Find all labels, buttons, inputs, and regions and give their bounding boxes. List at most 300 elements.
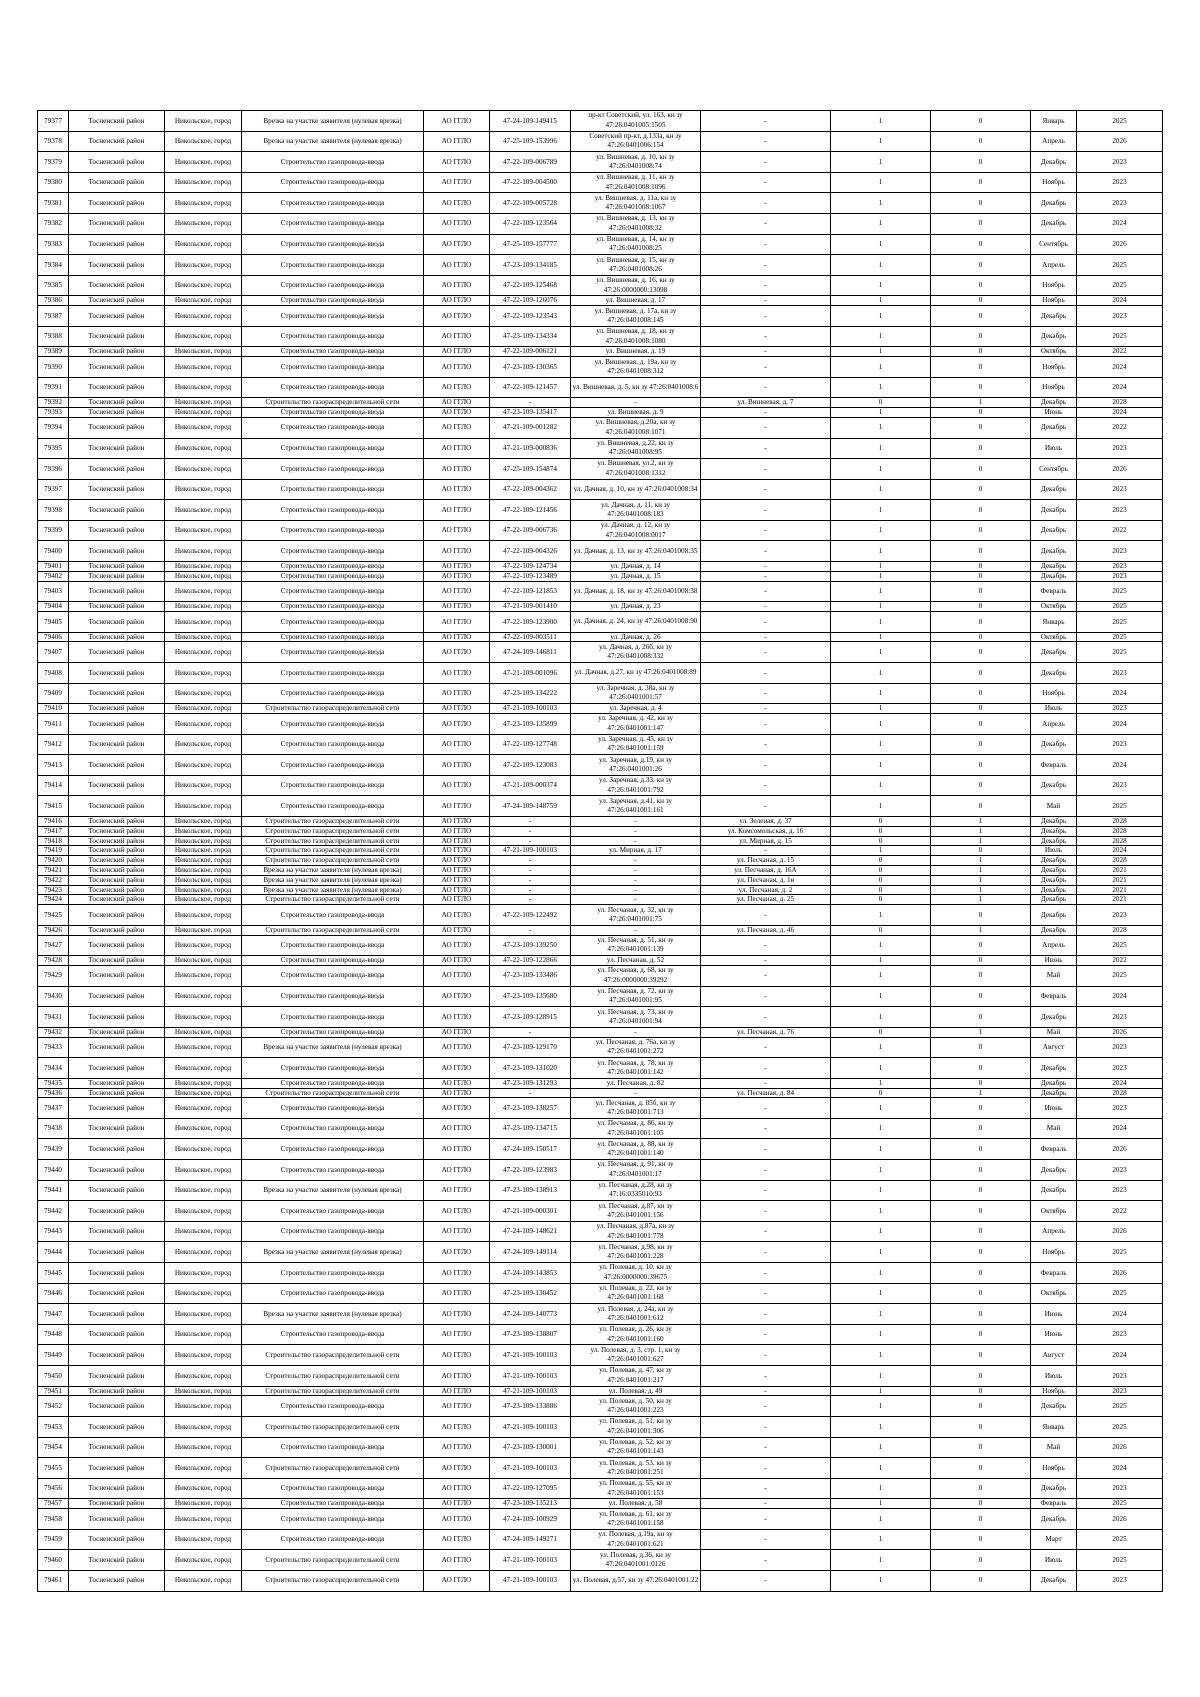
- cell-object-address: ул. Мирная, д. 15: [701, 836, 831, 846]
- cell-district: Тосненский район: [69, 612, 165, 633]
- cell-year: 2025: [1077, 1550, 1163, 1571]
- cell-count-b: 0: [931, 500, 1031, 521]
- cell-year: 2024: [1077, 357, 1163, 378]
- cell-organization: АО ГГЛО: [424, 520, 490, 541]
- cell-year: 2025: [1077, 965, 1163, 986]
- cell-number: 79379: [38, 152, 69, 173]
- cell-count-a: 1: [831, 1201, 931, 1222]
- cell-object-address: -: [701, 1058, 831, 1079]
- cell-count-a: 0: [831, 856, 931, 866]
- cell-year: 2024: [1077, 714, 1163, 735]
- cell-number: 79458: [38, 1509, 69, 1530]
- cell-count-a: 1: [831, 1160, 931, 1181]
- cell-work-type: Врезка на участке заявителя (нулевая врезка): [242, 1304, 424, 1325]
- cell-district: Тосненский район: [69, 131, 165, 152]
- cell-application-id: 47-24-109-146811: [490, 642, 571, 663]
- table-row: [38, 111, 1163, 132]
- cell-month: Июль: [1031, 438, 1077, 459]
- cell-application-id: -: [490, 875, 571, 885]
- cell-year: 2028: [1077, 1088, 1163, 1098]
- cell-number: 79420: [38, 856, 69, 866]
- cell-count-a: 1: [831, 500, 931, 521]
- cell-month: Июль: [1031, 1550, 1077, 1571]
- cell-settlement: Никольское, город: [165, 1417, 242, 1438]
- cell-count-b: 0: [931, 377, 1031, 398]
- cell-object-address: ул. Песчаная, д. 2: [701, 885, 831, 895]
- cell-district: Тосненский район: [69, 377, 165, 398]
- cell-address: ул. Полевая, д. 47, кн зу 47:26:0401001:217: [571, 1366, 701, 1387]
- cell-object-address: -: [701, 755, 831, 776]
- cell-settlement: Никольское, город: [165, 357, 242, 378]
- cell-count-a: 1: [831, 152, 931, 173]
- cell-organization: АО ГГЛО: [424, 1088, 490, 1098]
- cell-organization: АО ГГЛО: [424, 172, 490, 193]
- cell-settlement: Никольское, город: [165, 417, 242, 438]
- cell-year: 2023: [1077, 1180, 1163, 1201]
- cell-work-type: Строительство газопровода-ввода: [242, 417, 424, 438]
- cell-work-type: Врезка на участке заявителя (нулевая врезка): [242, 885, 424, 895]
- cell-month: Июнь: [1031, 956, 1077, 966]
- cell-count-a: 1: [831, 935, 931, 956]
- cell-application-id: 47-23-109-138913: [490, 1180, 571, 1201]
- cell-address: ул. Песчаная, д. 32, кн зу 47:26:0401001:75: [571, 905, 701, 926]
- cell-count-a: 1: [831, 1396, 931, 1417]
- cell-count-b: 0: [931, 796, 1031, 817]
- cell-address: ул. Заречная, д.41, кн зу 47:26:0401001:161: [571, 796, 701, 817]
- cell-settlement: Никольское, город: [165, 306, 242, 327]
- cell-address: ул. Песчаная, д. 88, кн зу 47:26:0401001:140: [571, 1139, 701, 1160]
- cell-application-id: 47-24-109-148621: [490, 1221, 571, 1242]
- cell-organization: АО ГГЛО: [424, 1221, 490, 1242]
- cell-work-type: Строительство газопровода-ввода: [242, 1509, 424, 1530]
- cell-month: Декабрь: [1031, 1078, 1077, 1088]
- cell-count-b: 0: [931, 1437, 1031, 1458]
- cell-number: 79447: [38, 1304, 69, 1325]
- cell-month: Ноябрь: [1031, 1458, 1077, 1479]
- cell-object-address: -: [701, 438, 831, 459]
- cell-district: Тосненский район: [69, 1007, 165, 1028]
- cell-address: ул. Полевая, д. 22, кн зу 47:26:0401001:168: [571, 1283, 701, 1304]
- table-row: [38, 1499, 1163, 1509]
- cell-count-a: 1: [831, 193, 931, 214]
- cell-number: 79425: [38, 905, 69, 926]
- table-row: [38, 663, 1163, 684]
- cell-organization: АО ГГЛО: [424, 1529, 490, 1550]
- cell-address: ул. Вишневая, д.20а, кн зу 47:26:0401008:1071: [571, 417, 701, 438]
- cell-count-b: 0: [931, 1324, 1031, 1345]
- cell-district: Тосненский район: [69, 193, 165, 214]
- cell-work-type: Строительство газопровода-ввода: [242, 714, 424, 735]
- cell-settlement: Никольское, город: [165, 612, 242, 633]
- cell-settlement: Никольское, город: [165, 1201, 242, 1222]
- cell-count-a: 1: [831, 357, 931, 378]
- cell-month: Апрель: [1031, 131, 1077, 152]
- cell-organization: АО ГГЛО: [424, 925, 490, 935]
- table-row: [38, 581, 1163, 602]
- table-row: [38, 438, 1163, 459]
- cell-count-a: 1: [831, 846, 931, 856]
- table-row: [38, 1242, 1163, 1263]
- cell-count-a: 1: [831, 213, 931, 234]
- cell-work-type: Строительство газопровода-ввода: [242, 377, 424, 398]
- cell-organization: АО ГГЛО: [424, 714, 490, 735]
- cell-number: 79388: [38, 326, 69, 347]
- cell-count-a: 1: [831, 296, 931, 306]
- table-row: [38, 1366, 1163, 1387]
- cell-year: 2025: [1077, 275, 1163, 296]
- cell-address: ул. Песчаная, д. 91, кн зу 47:26:0401001:17: [571, 1160, 701, 1181]
- cell-number: 79441: [38, 1180, 69, 1201]
- cell-district: Тосненский район: [69, 1242, 165, 1263]
- cell-count-a: 1: [831, 131, 931, 152]
- cell-count-b: 0: [931, 714, 1031, 735]
- cell-number: 79445: [38, 1263, 69, 1284]
- cell-count-b: 1: [931, 826, 1031, 836]
- cell-work-type: Строительство газопровода-ввода: [242, 500, 424, 521]
- cell-year: 2023: [1077, 193, 1163, 214]
- cell-application-id: -: [490, 925, 571, 935]
- cell-work-type: Строительство газопровода-ввода: [242, 255, 424, 276]
- cell-district: Тосненский район: [69, 326, 165, 347]
- cell-count-b: 0: [931, 1118, 1031, 1139]
- cell-count-b: 0: [931, 775, 1031, 796]
- cell-object-address: ул. Комсомольская, д. 16: [701, 826, 831, 836]
- cell-district: Тосненский район: [69, 1345, 165, 1366]
- cell-address: ул. Заречная, д.19, кн зу 47:26:0401001:26: [571, 755, 701, 776]
- cell-organization: АО ГГЛО: [424, 632, 490, 642]
- cell-number: 79439: [38, 1139, 69, 1160]
- cell-district: Тосненский район: [69, 296, 165, 306]
- cell-object-address: -: [701, 1098, 831, 1119]
- cell-application-id: 47-22-109-121456: [490, 500, 571, 521]
- cell-month: Июль: [1031, 704, 1077, 714]
- cell-settlement: Никольское, город: [165, 632, 242, 642]
- table-row: [38, 234, 1163, 255]
- cell-settlement: Никольское, город: [165, 796, 242, 817]
- table-row: [38, 398, 1163, 408]
- cell-month: Апрель: [1031, 1221, 1077, 1242]
- cell-address: ул. Полевая, д. 55, кн зу 47:26:0401001:153: [571, 1478, 701, 1499]
- cell-work-type: Строительство газопровода-ввода: [242, 193, 424, 214]
- cell-month: Ноябрь: [1031, 683, 1077, 704]
- cell-object-address: -: [701, 347, 831, 357]
- cell-month: Декабрь: [1031, 925, 1077, 935]
- cell-address: ул. Вишневая, д. 9: [571, 408, 701, 418]
- table-row: [38, 408, 1163, 418]
- cell-work-type: Строительство газораспределительной сети: [242, 1417, 424, 1438]
- cell-year: 2025: [1077, 1417, 1163, 1438]
- cell-work-type: Строительство газопровода-ввода: [242, 1396, 424, 1417]
- cell-count-a: 1: [831, 663, 931, 684]
- cell-organization: АО ГГЛО: [424, 865, 490, 875]
- cell-application-id: 47-21-109-001410: [490, 602, 571, 612]
- cell-work-type: Строительство газопровода-ввода: [242, 172, 424, 193]
- cell-organization: АО ГГЛО: [424, 152, 490, 173]
- cell-year: 2025: [1077, 255, 1163, 276]
- cell-settlement: Никольское, город: [165, 935, 242, 956]
- table-row: [38, 816, 1163, 826]
- table-row: [38, 1529, 1163, 1550]
- cell-month: Декабрь: [1031, 306, 1077, 327]
- cell-district: Тосненский район: [69, 875, 165, 885]
- cell-count-a: 0: [831, 826, 931, 836]
- cell-year: 2024: [1077, 1078, 1163, 1088]
- cell-settlement: Никольское, город: [165, 111, 242, 132]
- cell-count-a: 1: [831, 1098, 931, 1119]
- cell-count-a: 1: [831, 704, 931, 714]
- cell-month: Февраль: [1031, 1263, 1077, 1284]
- cell-count-a: 1: [831, 796, 931, 817]
- cell-address: ул. Вишневая, д. 19: [571, 347, 701, 357]
- cell-application-id: 47-22-109-004362: [490, 479, 571, 500]
- cell-district: Тосненский район: [69, 408, 165, 418]
- cell-number: 79424: [38, 895, 69, 905]
- cell-count-a: 1: [831, 775, 931, 796]
- cell-address: ул. Вишневая, д. 11, кн зу 47:26:0401008:1096: [571, 172, 701, 193]
- cell-organization: АО ГГЛО: [424, 1118, 490, 1139]
- cell-year: 2024: [1077, 755, 1163, 776]
- cell-count-b: 0: [931, 1263, 1031, 1284]
- cell-district: Тосненский район: [69, 826, 165, 836]
- cell-count-b: 0: [931, 1499, 1031, 1509]
- cell-organization: АО ГГЛО: [424, 1007, 490, 1028]
- cell-settlement: Никольское, город: [165, 398, 242, 408]
- cell-application-id: -: [490, 1088, 571, 1098]
- cell-organization: АО ГГЛО: [424, 885, 490, 895]
- cell-work-type: Строительство газораспределительной сети: [242, 1570, 424, 1591]
- cell-settlement: Никольское, город: [165, 755, 242, 776]
- cell-count-a: 1: [831, 1478, 931, 1499]
- cell-district: Тосненский район: [69, 1417, 165, 1438]
- cell-work-type: Врезка на участке заявителя (нулевая врезка): [242, 865, 424, 875]
- cell-object-address: -: [701, 642, 831, 663]
- cell-work-type: Строительство газопровода-ввода: [242, 602, 424, 612]
- cell-address: ул. Песчаная, д.87, кн зу 47:26:0401001:156: [571, 1201, 701, 1222]
- cell-number: 79406: [38, 632, 69, 642]
- cell-object-address: -: [701, 1007, 831, 1028]
- cell-application-id: 47-22-109-125468: [490, 275, 571, 296]
- cell-count-b: 0: [931, 1396, 1031, 1417]
- cell-work-type: Строительство газопровода-ввода: [242, 296, 424, 306]
- cell-object-address: -: [701, 1417, 831, 1438]
- table-row: [38, 1509, 1163, 1530]
- cell-number: 79428: [38, 956, 69, 966]
- table-row: [38, 1550, 1163, 1571]
- table-row: [38, 152, 1163, 173]
- cell-address: ул. Полевая, д. 49: [571, 1386, 701, 1396]
- table-row: [38, 1007, 1163, 1028]
- table-row: [38, 612, 1163, 633]
- cell-count-b: 0: [931, 131, 1031, 152]
- cell-count-a: 1: [831, 1242, 931, 1263]
- cell-number: 79444: [38, 1242, 69, 1263]
- cell-count-a: 1: [831, 1283, 931, 1304]
- cell-settlement: Никольское, город: [165, 1180, 242, 1201]
- cell-count-b: 0: [931, 905, 1031, 926]
- cell-settlement: Никольское, город: [165, 965, 242, 986]
- cell-application-id: 47-22-109-123564: [490, 213, 571, 234]
- cell-organization: АО ГГЛО: [424, 846, 490, 856]
- cell-organization: АО ГГЛО: [424, 1139, 490, 1160]
- cell-application-id: 47-21-109-001282: [490, 417, 571, 438]
- cell-address: ул. Вишневая, д. 10, кн зу 47:26:0401008:74: [571, 152, 701, 173]
- cell-settlement: Никольское, город: [165, 255, 242, 276]
- cell-work-type: Врезка на участке заявителя (нулевая врезка): [242, 875, 424, 885]
- cell-work-type: Строительство газопровода-ввода: [242, 1529, 424, 1550]
- cell-organization: АО ГГЛО: [424, 111, 490, 132]
- cell-year: 2025: [1077, 1396, 1163, 1417]
- cell-number: 79411: [38, 714, 69, 735]
- cell-organization: АО ГГЛО: [424, 1180, 490, 1201]
- cell-application-id: 47-21-109-100103: [490, 1345, 571, 1366]
- cell-application-id: 47-22-109-127748: [490, 734, 571, 755]
- cell-work-type: Строительство газопровода-ввода: [242, 275, 424, 296]
- cell-count-a: 0: [831, 836, 931, 846]
- cell-organization: АО ГГЛО: [424, 1458, 490, 1479]
- cell-month: Декабрь: [1031, 865, 1077, 875]
- cell-application-id: 47-21-109-100103: [490, 1417, 571, 1438]
- cell-organization: АО ГГЛО: [424, 642, 490, 663]
- cell-address: -: [571, 856, 701, 866]
- cell-work-type: Строительство газопровода-ввода: [242, 152, 424, 173]
- cell-month: Декабрь: [1031, 326, 1077, 347]
- cell-address: ул. Дачная, д. 26б, кн зу 47:26:0401008:332: [571, 642, 701, 663]
- cell-year: 2023: [1077, 1570, 1163, 1591]
- cell-work-type: Врезка на участке заявителя (нулевая врезка): [242, 131, 424, 152]
- cell-work-type: Строительство газопровода-ввода: [242, 581, 424, 602]
- cell-settlement: Никольское, город: [165, 683, 242, 704]
- cell-count-a: 1: [831, 1118, 931, 1139]
- cell-application-id: 47-24-109-149271: [490, 1529, 571, 1550]
- cell-count-b: 0: [931, 479, 1031, 500]
- cell-number: 79442: [38, 1201, 69, 1222]
- cell-month: Январь: [1031, 612, 1077, 633]
- cell-organization: АО ГГЛО: [424, 965, 490, 986]
- cell-organization: АО ГГЛО: [424, 1283, 490, 1304]
- cell-work-type: Строительство газораспределительной сети: [242, 895, 424, 905]
- cell-organization: АО ГГЛО: [424, 1242, 490, 1263]
- cell-count-a: 1: [831, 1078, 931, 1088]
- cell-number: 79377: [38, 111, 69, 132]
- cell-address: ул. Полевая, д. 50, кн зу 47:26:0401001:223: [571, 1396, 701, 1417]
- cell-number: 79459: [38, 1529, 69, 1550]
- cell-object-address: -: [701, 1458, 831, 1479]
- cell-application-id: -: [490, 816, 571, 826]
- table-row: [38, 131, 1163, 152]
- table-row: [38, 417, 1163, 438]
- table-row: [38, 826, 1163, 836]
- cell-month: Февраль: [1031, 1499, 1077, 1509]
- cell-year: 2028: [1077, 816, 1163, 826]
- cell-address: ул. Песчаная, д. 72, кн зу 47:26:0401001:95: [571, 986, 701, 1007]
- cell-work-type: Строительство газопровода-ввода: [242, 520, 424, 541]
- cell-application-id: 47-23-109-131020: [490, 1058, 571, 1079]
- cell-number: 79397: [38, 479, 69, 500]
- cell-number: 79385: [38, 275, 69, 296]
- cell-district: Тосненский район: [69, 986, 165, 1007]
- cell-work-type: Строительство газопровода-ввода: [242, 1139, 424, 1160]
- cell-number: 79436: [38, 1088, 69, 1098]
- cell-address: ул. Полевая, д. 58: [571, 1499, 701, 1509]
- cell-application-id: 47-22-109-006736: [490, 520, 571, 541]
- cell-number: 79401: [38, 562, 69, 572]
- cell-month: Октябрь: [1031, 347, 1077, 357]
- cell-year: 2023: [1077, 663, 1163, 684]
- cell-month: Ноябрь: [1031, 1242, 1077, 1263]
- cell-month: Декабрь: [1031, 836, 1077, 846]
- cell-year: 2028: [1077, 398, 1163, 408]
- cell-address: -: [571, 885, 701, 895]
- cell-work-type: Строительство газопровода-ввода: [242, 1078, 424, 1088]
- cell-settlement: Никольское, город: [165, 1478, 242, 1499]
- cell-number: 79416: [38, 816, 69, 826]
- cell-settlement: Никольское, город: [165, 500, 242, 521]
- cell-district: Тосненский район: [69, 1396, 165, 1417]
- cell-address: ул. Дачная, д. 26: [571, 632, 701, 642]
- cell-count-b: 0: [931, 408, 1031, 418]
- cell-district: Тосненский район: [69, 562, 165, 572]
- table-row: [38, 836, 1163, 846]
- cell-year: 2023: [1077, 438, 1163, 459]
- cell-year: 2028: [1077, 826, 1163, 836]
- cell-application-id: 47-22-109-005728: [490, 193, 571, 214]
- cell-year: 2023: [1077, 1160, 1163, 1181]
- cell-application-id: 47-24-109-149415: [490, 111, 571, 132]
- cell-month: Декабрь: [1031, 875, 1077, 885]
- cell-number: 79423: [38, 885, 69, 895]
- cell-year: 2023: [1077, 306, 1163, 327]
- cell-application-id: 47-21-109-100103: [490, 846, 571, 856]
- cell-work-type: Строительство газораспределительной сети: [242, 846, 424, 856]
- cell-object-address: -: [701, 562, 831, 572]
- cell-address: -: [571, 816, 701, 826]
- cell-organization: АО ГГЛО: [424, 1098, 490, 1119]
- cell-application-id: 47-23-109-134334: [490, 326, 571, 347]
- cell-work-type: Строительство газораспределительной сети: [242, 1550, 424, 1571]
- cell-application-id: 47-23-109-133886: [490, 1396, 571, 1417]
- cell-count-b: 0: [931, 1366, 1031, 1387]
- table-row: [38, 1458, 1163, 1479]
- cell-settlement: Никольское, город: [165, 836, 242, 846]
- cell-work-type: Строительство газораспределительной сети: [242, 1386, 424, 1396]
- cell-settlement: Никольское, город: [165, 377, 242, 398]
- cell-number: 79395: [38, 438, 69, 459]
- cell-organization: АО ГГЛО: [424, 775, 490, 796]
- cell-application-id: 47-22-109-121457: [490, 377, 571, 398]
- cell-year: 2026: [1077, 1221, 1163, 1242]
- cell-work-type: Строительство газопровода-ввода: [242, 306, 424, 327]
- cell-work-type: Строительство газопровода-ввода: [242, 1098, 424, 1119]
- cell-month: Июль: [1031, 846, 1077, 856]
- cell-object-address: -: [701, 986, 831, 1007]
- cell-count-b: 0: [931, 111, 1031, 132]
- cell-address: -: [571, 398, 701, 408]
- cell-count-b: 1: [931, 875, 1031, 885]
- cell-organization: АО ГГЛО: [424, 1304, 490, 1325]
- cell-object-address: -: [701, 1478, 831, 1499]
- cell-count-a: 1: [831, 408, 931, 418]
- cell-work-type: Строительство газопровода-ввода: [242, 1058, 424, 1079]
- cell-year: 2022: [1077, 1201, 1163, 1222]
- cell-number: 79402: [38, 571, 69, 581]
- cell-month: Декабрь: [1031, 1180, 1077, 1201]
- cell-address: ул. Полевая, д. 51, кн зу 47:26:0401001:306: [571, 1417, 701, 1438]
- cell-district: Тосненский район: [69, 1221, 165, 1242]
- cell-district: Тосненский район: [69, 602, 165, 612]
- cell-district: Тосненский район: [69, 417, 165, 438]
- cell-address: ул. Песчаная, д. 82: [571, 1078, 701, 1088]
- cell-month: Май: [1031, 796, 1077, 817]
